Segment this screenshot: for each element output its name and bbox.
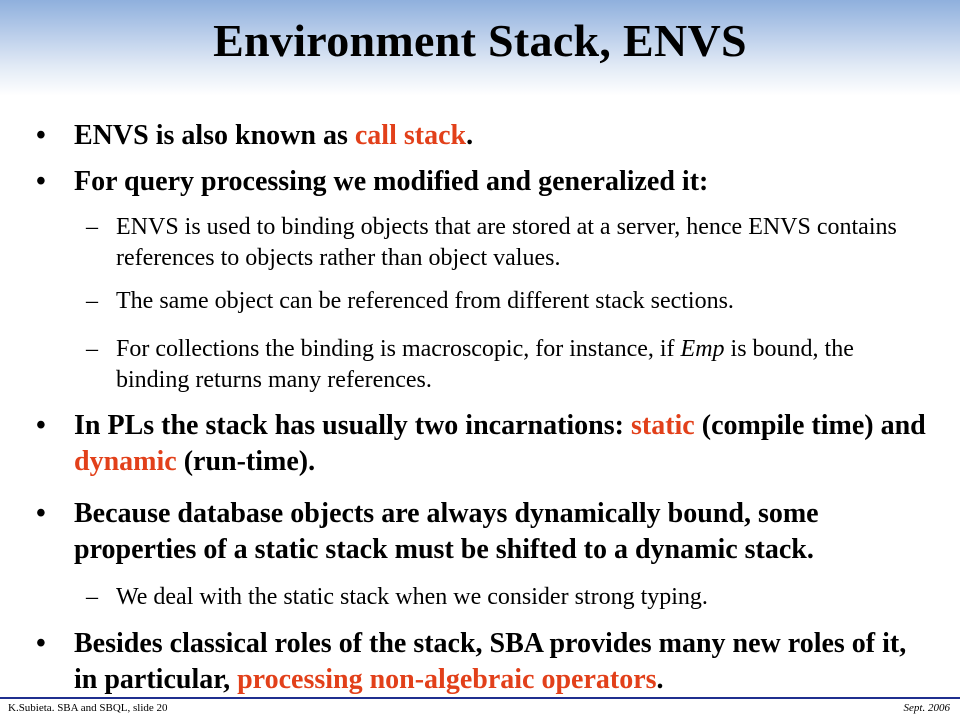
dash-icon: – xyxy=(86,584,98,610)
bullet-icon: • xyxy=(36,498,46,529)
highlight-text: static xyxy=(630,410,695,441)
bullet-database-objects: • Because database objects are always dynamically bound, some properties of a static stack must be shifted to a dynamic stack. xyxy=(36,498,819,565)
highlight-text: dynamic xyxy=(74,446,177,477)
bullet-sba-roles: • Besides classical roles of the stack, SBA provides many new roles of it, in particular, processing non-algebraic operators. xyxy=(36,628,907,695)
sub-bullet-strong-typing: – We deal with the static stack when we consider strong typing. xyxy=(116,582,906,613)
bullet-icon: • xyxy=(36,628,46,659)
dash-icon: – xyxy=(86,214,98,240)
highlight-text: call stack xyxy=(354,120,467,151)
slide-title: Environment Stack, ENVS xyxy=(213,15,747,66)
dash-icon: – xyxy=(86,288,98,314)
sub-bullet-collections: – For collections the binding is macroscopic, for instance, if Emp is bound, the binding returns many references. xyxy=(86,336,854,393)
footer-credit: K.Subieta. SBA and SBQL, slide 20 xyxy=(8,702,168,714)
sub-bullet-binding-objects: – ENVS is used to binding objects that are stored at a server, hence ENVS contains references to objects rather than object values. xyxy=(86,214,897,271)
bullet-icon: • xyxy=(36,166,46,197)
bullet-stack-incarnations: • In PLs the stack has usually two incarnations: static (compile time) and dynamic (run-time). xyxy=(36,410,926,477)
bullet-icon: • xyxy=(36,120,46,151)
footer-date: Sept. 2006 xyxy=(903,702,950,714)
bullet-call-stack: • ENVS is also known as call stack. xyxy=(74,118,934,154)
emp-term: Emp xyxy=(680,336,725,362)
highlight-text: processing non-algebraic operators xyxy=(237,664,657,695)
bullet-query-processing: • For query processing we modified and generalized it: xyxy=(74,164,934,200)
bullet-icon: • xyxy=(36,410,46,441)
dash-icon: – xyxy=(86,336,98,362)
sub-bullet-same-object: – The same object can be referenced from different stack sections. xyxy=(116,286,906,317)
footer-divider xyxy=(0,697,960,699)
